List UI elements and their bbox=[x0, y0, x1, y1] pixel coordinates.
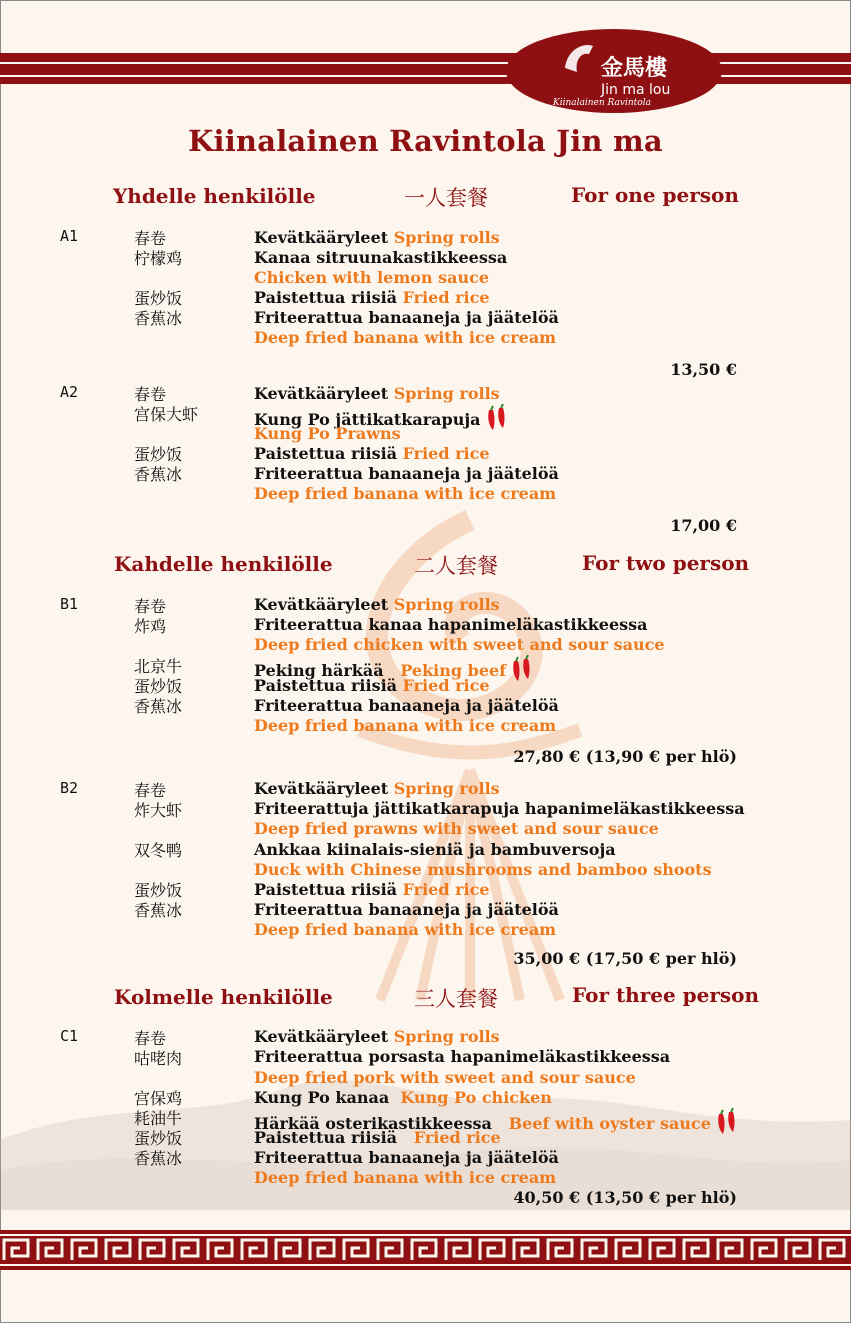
section-three-en: For three person bbox=[572, 983, 760, 1007]
cn-dish: 蛋炒饭 bbox=[134, 289, 183, 308]
header-bar bbox=[0, 53, 851, 84]
cn-dish: 北京牛 bbox=[134, 657, 183, 676]
cn-dish: 宫保大虾 bbox=[134, 405, 199, 424]
price-c1: 40,50 € (13,50 € per hlö) bbox=[513, 1188, 737, 1207]
chili-pepper-icon bbox=[508, 655, 536, 683]
section-three-fi: Kolmelle henkilölle bbox=[114, 985, 333, 1009]
cn-dish: 香蕉冰 bbox=[134, 901, 183, 920]
menu-line: Ankkaa kiinalais-sieniä ja bambuversoja bbox=[254, 840, 616, 859]
menu-line: Paistettua riisiä Fried rice bbox=[254, 676, 490, 695]
menu-line: Deep fried banana with ice cream bbox=[254, 716, 557, 735]
greek-key-pattern bbox=[0, 1230, 851, 1270]
menu-line: Kevätkääryleet Spring rolls bbox=[254, 595, 500, 614]
cn-dish: 香蕉冰 bbox=[134, 309, 183, 328]
svg-text:金馬樓: 金馬樓 bbox=[601, 56, 668, 81]
menu-code-b2: B2 bbox=[60, 779, 79, 797]
menu-line: Friteerattua banaaneja ja jäätelöä bbox=[254, 464, 559, 483]
page-title: Kiinalainen Ravintola Jin ma bbox=[188, 124, 663, 158]
cn-dish: 双冬鸭 bbox=[134, 841, 183, 860]
menu-line: Friteerattuja jättikatkarapuja hapanimeläkastikkeessa bbox=[254, 799, 745, 818]
cn-dish: 春卷 bbox=[134, 597, 167, 616]
menu-line: Deep fried chicken with sweet and sour sauce bbox=[254, 635, 665, 654]
cn-dish: 炸大虾 bbox=[134, 801, 183, 820]
menu-line: Kevätkääryleet Spring rolls bbox=[254, 1027, 500, 1046]
menu-line: Deep fried banana with ice cream bbox=[254, 484, 557, 503]
menu-line: Friteerattua kanaa hapanimeläkastikkeessa bbox=[254, 615, 648, 634]
menu-line: Chicken with lemon sauce bbox=[254, 268, 490, 287]
footer-pattern-band bbox=[0, 1230, 851, 1270]
menu-line: Peking härkää Peking beef bbox=[254, 655, 536, 683]
menu-line: Deep fried pork with sweet and sour sauce bbox=[254, 1068, 636, 1087]
menu-line: Friteerattua banaaneja ja jäätelöä bbox=[254, 1148, 559, 1167]
menu-code-c1: C1 bbox=[60, 1027, 79, 1045]
menu-line: Kevätkääryleet Spring rolls bbox=[254, 228, 500, 247]
menu-line: Paistettua riisiä Fried rice bbox=[254, 1128, 501, 1147]
menu-line: Kung Po Prawns bbox=[254, 424, 401, 443]
menu-line: Paistettua riisiä Fried rice bbox=[254, 444, 490, 463]
section-one-en: For one person bbox=[571, 183, 739, 207]
cn-dish: 柠檬鸡 bbox=[134, 249, 183, 268]
cn-dish: 香蕉冰 bbox=[134, 1149, 183, 1168]
price-a1: 13,50 € bbox=[670, 360, 737, 379]
menu-code-a1: A1 bbox=[60, 227, 79, 245]
menu-line: Kung Po jättikatkarapuja bbox=[254, 404, 511, 432]
cn-dish: 耗油牛 bbox=[134, 1109, 183, 1128]
chili-pepper-icon bbox=[713, 1108, 741, 1136]
cn-dish: 咕咾肉 bbox=[134, 1049, 183, 1068]
price-a2: 17,00 € bbox=[670, 516, 737, 535]
section-three-cn: 三人套餐 bbox=[414, 987, 498, 1011]
cn-dish: 蛋炒饭 bbox=[134, 445, 183, 464]
menu-line: Friteerattua banaaneja ja jäätelöä bbox=[254, 900, 559, 919]
cn-dish: 香蕉冰 bbox=[134, 697, 183, 716]
cn-dish: 香蕉冰 bbox=[134, 465, 183, 484]
menu-code-a2: A2 bbox=[60, 383, 79, 401]
cn-dish: 炸鸡 bbox=[134, 617, 167, 636]
cn-dish: 蛋炒饭 bbox=[134, 881, 183, 900]
menu-line: Kanaa sitruunakastikkeessa bbox=[254, 248, 508, 267]
menu-line: Friteerattua banaaneja ja jäätelöä bbox=[254, 308, 559, 327]
section-two-fi: Kahdelle henkilölle bbox=[114, 552, 333, 576]
menu-line: Deep fried banana with ice cream bbox=[254, 328, 557, 347]
section-two-en: For two person bbox=[582, 551, 750, 575]
menu-line: Härkää osterikastikkeessa Beef with oyster sauce bbox=[254, 1108, 741, 1136]
cn-dish: 蛋炒饭 bbox=[134, 1129, 183, 1148]
menu-line: Friteerattua porsasta hapanimeläkastikkeessa bbox=[254, 1047, 671, 1066]
menu-line: Deep fried banana with ice cream bbox=[254, 920, 557, 939]
svg-text:Kiinalainen Ravintola: Kiinalainen Ravintola bbox=[553, 98, 651, 108]
menu-line: Friteerattua banaaneja ja jäätelöä bbox=[254, 696, 559, 715]
cn-dish: 蛋炒饭 bbox=[134, 677, 183, 696]
menu-code-b1: B1 bbox=[60, 595, 79, 613]
menu-line: Paistettua riisiä Fried rice bbox=[254, 288, 490, 307]
section-one-fi: Yhdelle henkilölle bbox=[113, 184, 316, 208]
cn-dish: 宫保鸡 bbox=[134, 1089, 183, 1108]
cn-dish: 春卷 bbox=[134, 385, 167, 404]
menu-line: Deep fried prawns with sweet and sour sauce bbox=[254, 819, 659, 838]
cn-dish: 春卷 bbox=[134, 229, 167, 248]
menu-line: Paistettua riisiä Fried rice bbox=[254, 880, 490, 899]
section-two-cn: 二人套餐 bbox=[414, 554, 498, 578]
menu-line: Deep fried banana with ice cream bbox=[254, 1168, 557, 1187]
menu-line: Kevätkääryleet Spring rolls bbox=[254, 384, 500, 403]
menu-line: Kung Po kanaa Kung Po chicken bbox=[254, 1088, 552, 1107]
restaurant-logo bbox=[505, 28, 723, 114]
cn-dish: 春卷 bbox=[134, 1029, 167, 1048]
chili-pepper-icon bbox=[483, 404, 511, 432]
section-one-cn: 一人套餐 bbox=[404, 186, 488, 210]
menu-line: Kevätkääryleet Spring rolls bbox=[254, 779, 500, 798]
price-b1: 27,80 € (13,90 € per hlö) bbox=[513, 747, 737, 766]
price-b2: 35,00 € (17,50 € per hlö) bbox=[513, 949, 737, 968]
menu-line: Duck with Chinese mushrooms and bamboo shoots bbox=[254, 860, 712, 879]
svg-text:Jin ma lou: Jin ma lou bbox=[601, 82, 671, 98]
cn-dish: 春卷 bbox=[134, 781, 167, 800]
